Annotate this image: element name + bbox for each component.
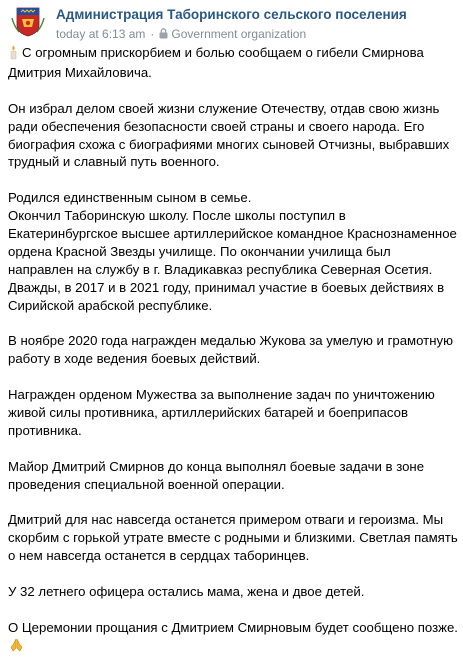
community-avatar[interactable] [8, 6, 48, 37]
paragraph-duty: Майор Дмитрий Смирнов до конца выполнял боевые задачи в зоне проведения специальной военной операции. [8, 458, 425, 492]
candle-icon [8, 45, 19, 64]
post-timestamp[interactable]: today at 6:13 am [56, 27, 146, 41]
paragraph-birth: Родился единственным сыном в семье. [8, 190, 252, 206]
coat-of-arms-icon [8, 6, 48, 37]
paragraph-service: Он избрал делом своей жизни служение Отечеству, отдав свою жизнь ради обеспечения безопасности своей страны и своего народа. Его биография схожа с биографиями многих сыновей Отчизны, выбравших трудный и славный путь военного. [8, 100, 450, 170]
community-type: Government organization [171, 27, 307, 41]
paragraph-text: С огромным прискорбием и болью сообщаем о гибели Смирнова Дмитрия Михайловича. [8, 45, 424, 80]
post-header [8, 6, 458, 40]
lock-icon [159, 28, 168, 42]
meta-separator: · [150, 27, 155, 41]
paragraph-education: Окончил Таборинскую школу. После школы поступил в Екатеринбургское высшее артиллерийское командное Краснознаменное ордена Красной Звезды училище. По окончании училища был направлен на службу в г. Владикавказ республика Северная Осетия. Дважды, в 2017 и в 2021 году, принимал участие в боевых действиях в Сирийской арабской республике. [8, 208, 457, 313]
post-meta [56, 27, 306, 42]
paragraph-family: У 32 летнего офицера остались мама, жена и двое детей. [8, 584, 365, 600]
post-text [8, 44, 458, 657]
paragraph-text: О Церемонии прощания с Дмитрием Смирновым будет сообщено позже. [8, 619, 458, 635]
paragraph-farewell [8, 619, 458, 657]
paragraph-order: Награжден орденом Мужества за выполнение задач по уничтожению живой силы противника, артиллерийских батарей и боеприпасов противника. [8, 387, 435, 438]
praying-hands-icon [9, 638, 24, 657]
paragraph-memory: Дмитрий для нас навсегда останется примером отваги и героизма. Мы скорбим с горькой утрате вместе с родными и близкими. Светлая память о нем навсегда останется в сердцах таборинцев. [8, 512, 458, 564]
author-name[interactable]: Администрация Таборинского сельского поселения [56, 7, 407, 22]
paragraph-announcement [8, 44, 458, 82]
paragraph-medal: В ноябре 2020 года награжден медалью Жукова за умелую и грамотную работу в ходе ведения боевых действий. [8, 333, 453, 367]
